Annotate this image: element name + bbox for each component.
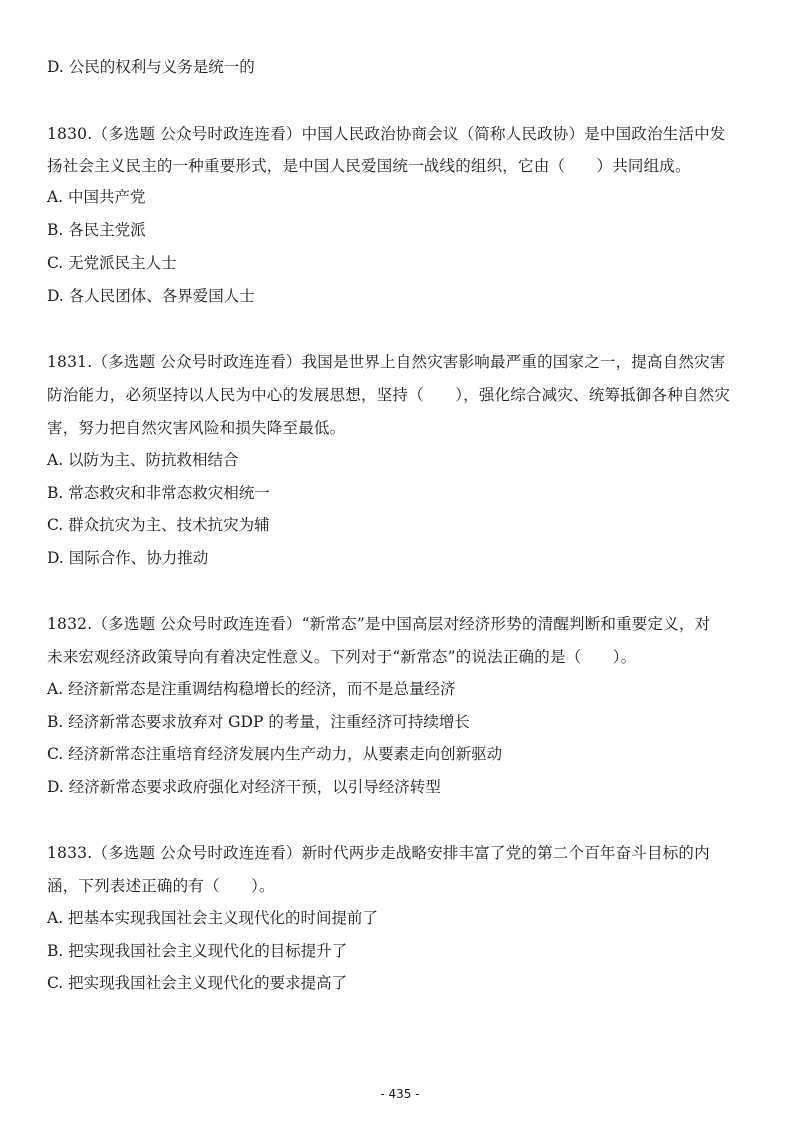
page-number: - 435 -	[380, 1087, 420, 1101]
option-b: B. 经济新常态要求放弃对 GDP 的考量，注重经济可持续增长	[47, 713, 470, 731]
option-a: A. 中国共产党	[47, 188, 146, 206]
question-stem-line: 1832.（多选题 公众号时政连连看）“新常态”是中国高层对经济形势的清醒判断和重要定义，对	[47, 615, 711, 633]
option-b: B. 常态救灾和非常态救灾相统一	[47, 484, 270, 502]
option-a: A. 以防为主、防抗救相结合	[47, 451, 239, 469]
option-d: D. 经济新常态要求政府强化对经济干预，以引导经济转型	[47, 778, 441, 796]
option-c: C. 无党派民主人士	[47, 254, 177, 272]
option-b: B. 把实现我国社会主义现代化的目标提升了	[47, 942, 348, 960]
option-b: B. 各民主党派	[47, 221, 146, 239]
option-d: D. 国际合作、协力推动	[47, 549, 209, 567]
question-stem-line: 1830.（多选题 公众号时政连连看）中国人民政治协商会议（简称人民政协）是中国政治生活中发	[47, 125, 726, 143]
option-d: D. 各人民团体、各界爱国人士	[47, 287, 255, 305]
question-stem-line: 未来宏观经济政策导向有着决定性意义。下列对于“新常态”的说法正确的是（ ）。	[47, 648, 637, 666]
question-stem-line: 害，努力把自然灾害风险和损失降至最低。	[47, 419, 346, 437]
option-a: A. 经济新常态是注重调结构稳增长的经济，而不是总量经济	[47, 680, 456, 698]
question-stem-line: 扬社会主义民主的一种重要形式，是中国人民爱国统一战线的组织，它由（ ）共同组成。	[47, 157, 691, 175]
option-c: C. 把实现我国社会主义现代化的要求提高了	[47, 974, 348, 992]
question-stem-line: 1831.（多选题 公众号时政连连看）我国是世界上自然灾害影响最严重的国家之一，提高自然灾害	[47, 353, 726, 371]
question-stem-line: 1833.（多选题 公众号时政连连看）新时代两步走战略安排丰富了党的第二个百年奋斗目标的内	[47, 844, 710, 862]
option-c: C. 经济新常态注重培育经济发展内生产动力，从要素走向创新驱动	[47, 745, 503, 763]
option-c: C. 群众抗灾为主、技术抗灾为辅	[47, 516, 270, 534]
option-a: A. 把基本实现我国社会主义现代化的时间提前了	[47, 909, 379, 927]
prev-question-option-d: D. 公民的权利与义务是统一的	[47, 58, 255, 76]
question-stem-line: 防治能力，必须坚持以人民为中心的发展思想，坚持（ ），强化综合减灾、统筹抵御各种自然灾	[47, 386, 731, 404]
question-stem-line: 涵，下列表述正确的有（ ）。	[47, 877, 275, 895]
